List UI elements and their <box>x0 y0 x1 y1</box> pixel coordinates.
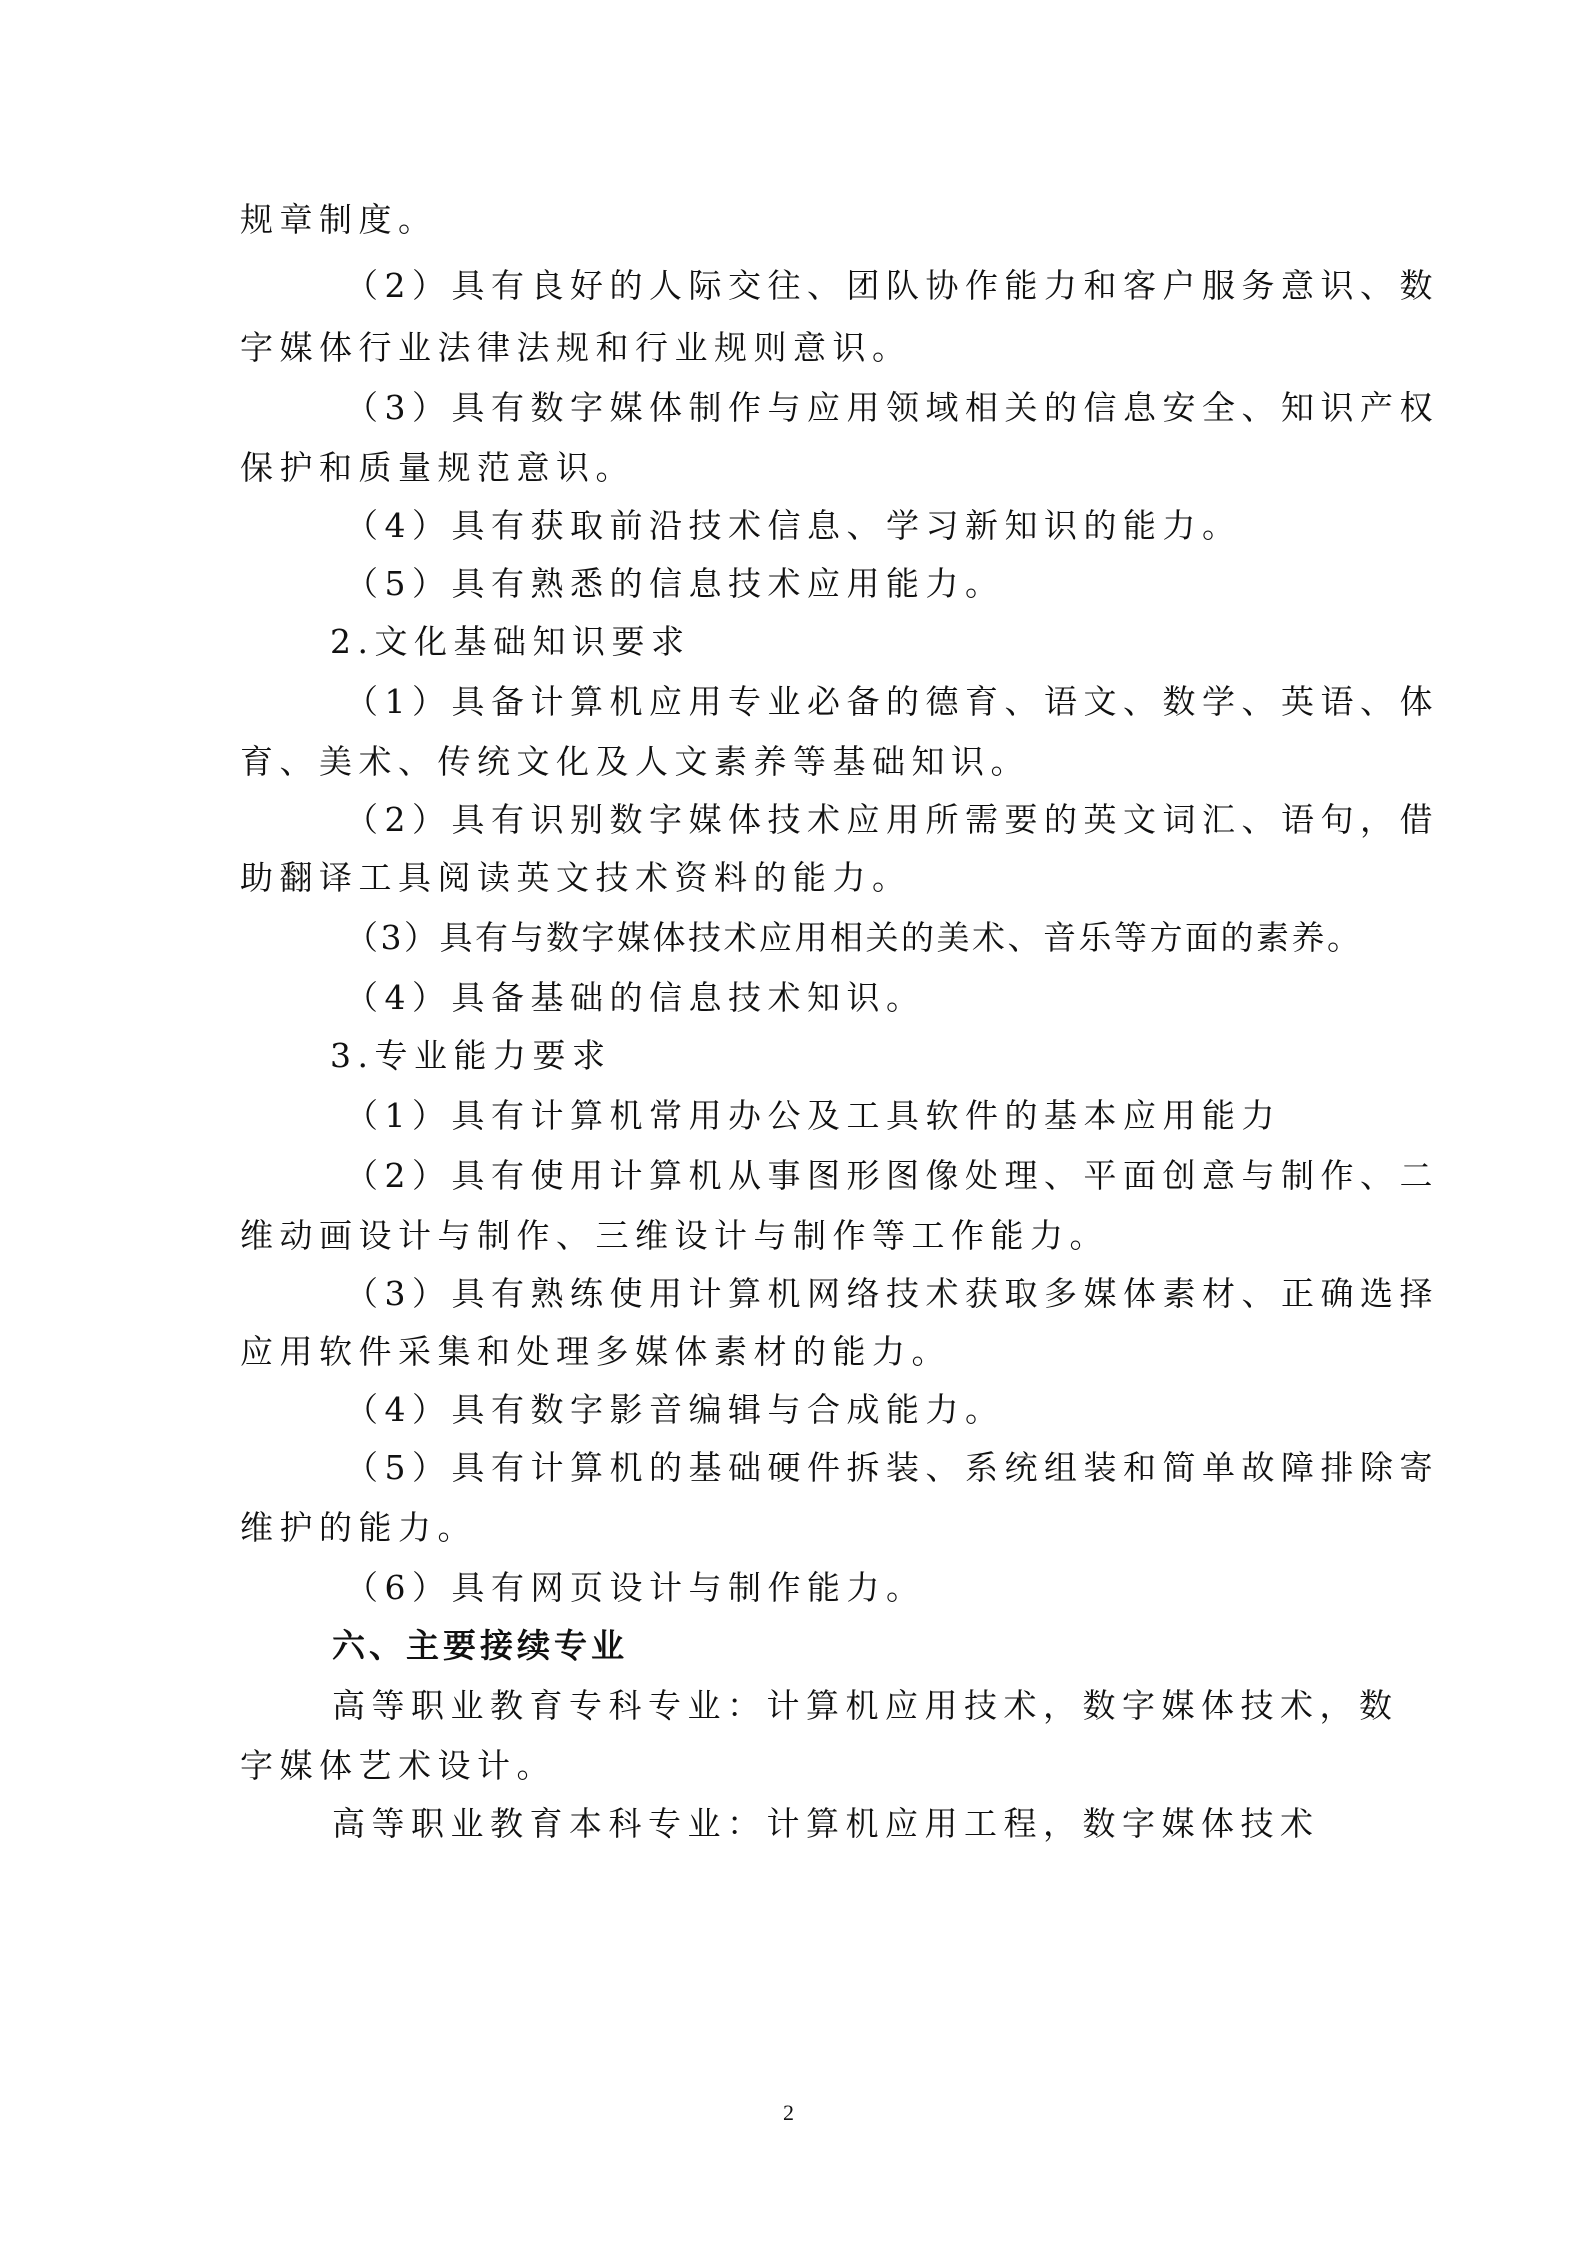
vocational-undergrad-majors-line: 高等职业教育本科专业：计算机应用工程，数字媒体技术 <box>332 1804 1320 1843</box>
text-line-continuation: 规章制度。 <box>240 200 438 239</box>
prof-item-4-line: （4）具有数字影音编辑与合成能力。 <box>345 1390 1005 1429</box>
prof-item-1-line: （1）具有计算机常用办公及工具软件的基本应用能力 <box>345 1096 1281 1135</box>
item-3-line-1: （3）具有数字媒体制作与应用领域相关的信息安全、知识产权 <box>345 388 1439 427</box>
section-heading-culture: 2.文化基础知识要求 <box>330 622 691 661</box>
prof-item-2-line-1: （2）具有使用计算机从事图形图像处理、平面创意与制作、二 <box>345 1156 1439 1195</box>
section-heading-continuing-majors: 六、主要接续专业 <box>332 1626 628 1665</box>
prof-item-3-line-1: （3）具有熟练使用计算机网络技术获取多媒体素材、正确选择 <box>345 1274 1439 1313</box>
culture-item-1-line-1: （1）具备计算机应用专业必备的德育、语文、数学、英语、体 <box>345 682 1439 721</box>
item-2-line-1: （2）具有良好的人际交往、团队协作能力和客户服务意识、数 <box>345 266 1439 305</box>
item-5-line: （5）具有熟悉的信息技术应用能力。 <box>345 564 1005 603</box>
item-2-line-2: 字媒体行业法律法规和行业规则意识。 <box>240 328 912 367</box>
culture-item-1-line-2: 育、美术、传统文化及人文素养等基础知识。 <box>240 742 1030 781</box>
prof-item-5-line-2: 维护的能力。 <box>240 1508 477 1547</box>
culture-item-3-line: （3）具有与数字媒体技术应用相关的美术、音乐等方面的素养。 <box>345 918 1363 957</box>
page-number: 2 <box>783 2100 794 2125</box>
section-heading-professional: 3.专业能力要求 <box>330 1036 612 1075</box>
culture-item-4-line: （4）具备基础的信息技术知识。 <box>345 978 926 1017</box>
culture-item-2-line-1: （2）具有识别数字媒体技术应用所需要的英文词汇、语句，借 <box>345 800 1439 839</box>
vocational-college-majors-line-2: 字媒体艺术设计。 <box>240 1746 556 1785</box>
vocational-college-majors-line-1: 高等职业教育专科专业：计算机应用技术，数字媒体技术，数 <box>332 1686 1399 1725</box>
prof-item-3-line-2: 应用软件采集和处理多媒体素材的能力。 <box>240 1332 951 1371</box>
prof-item-6-line: （6）具有网页设计与制作能力。 <box>345 1568 926 1607</box>
item-3-line-2: 保护和质量规范意识。 <box>240 448 635 487</box>
culture-item-2-line-2: 助翻译工具阅读英文技术资料的能力。 <box>240 858 912 897</box>
prof-item-5-line-1: （5）具有计算机的基础硬件拆装、系统组装和简单故障排除寄 <box>345 1448 1439 1487</box>
prof-item-2-line-2: 维动画设计与制作、三维设计与制作等工作能力。 <box>240 1216 1109 1255</box>
item-4-line: （4）具有获取前沿技术信息、学习新知识的能力。 <box>345 506 1242 545</box>
